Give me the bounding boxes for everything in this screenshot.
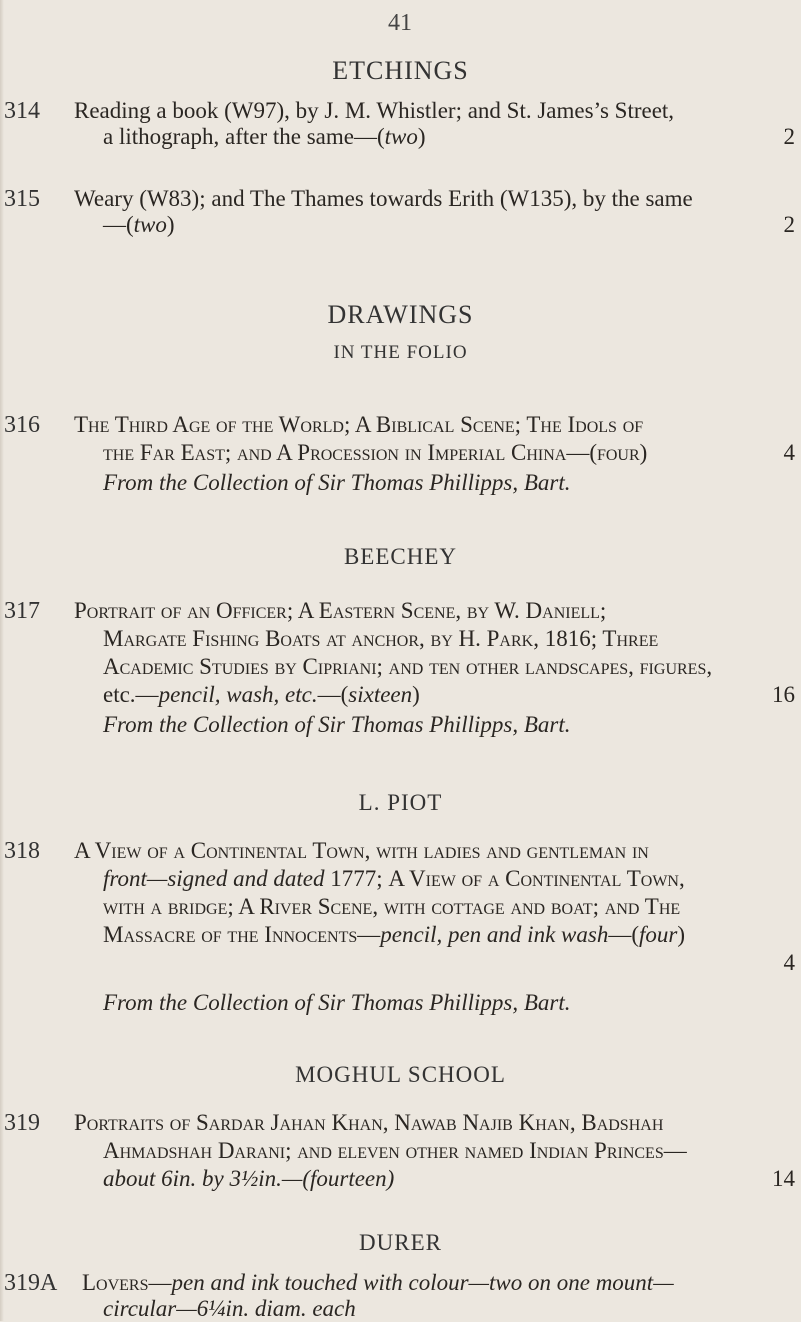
artist-heading: BEECHEY: [343, 544, 458, 569]
artist-heading: L. PIOT: [358, 790, 443, 815]
section-subheading: IN THE FOLIO: [333, 342, 468, 363]
lot-text-line: a lithograph, after the same—(two): [103, 124, 426, 149]
lot-text-line: Portraits of Sardar Jahan Khan, Nawab Najib Khan, Badshah: [74, 1110, 664, 1135]
lot-number: 316: [4, 412, 40, 438]
lot-quantity: 14: [772, 1166, 795, 1191]
lot-text-line: Reading a book (W97), by J. M. Whistler; and St. James’s Street,: [74, 98, 675, 123]
lot-text-line: Portrait of an Officer; A Eastern Scene, by W. Daniell;: [74, 598, 607, 623]
lot-text-line: etc.—pencil, wash, etc.—(sixteen): [103, 682, 420, 707]
lot-number: 315: [4, 186, 40, 212]
section-heading-school: MOGHUL SCHOOL: [295, 1062, 506, 1087]
provenance-note: From the Collection of Sir Thomas Phillipps, Bart.: [103, 712, 571, 737]
lot-number: 319A: [4, 1270, 58, 1296]
lot-text-line: Ahmadshah Darani; and eleven other named Indian Princes—: [103, 1138, 687, 1163]
lot-text-line: with a bridge; A River Scene, with cottage and boat; and The: [103, 894, 681, 919]
lot-text-line: Massacre of the Innocents—pencil, pen and ink wash—(four): [103, 922, 686, 947]
lot-text-line: Weary (W83); and The Thames towards Erith (W135), by the same: [74, 186, 693, 211]
lot-text-line: about 6in. by 3½in.—(fourteen): [103, 1166, 395, 1191]
lot-number: 317: [4, 598, 40, 624]
lot-text-line: Margate Fishing Boats at anchor, by H. Park, 1816; Three: [103, 626, 659, 651]
artist-heading: DURER: [359, 1230, 442, 1255]
lot-number: 319: [4, 1110, 40, 1136]
lot-text-line: front—signed and dated 1777; A View of a Continental Town,: [103, 866, 685, 891]
lot-text-line: —(two): [103, 212, 175, 237]
section-heading-drawings: DRAWINGS: [327, 300, 474, 329]
provenance-note: From the Collection of Sir Thomas Phillipps, Bart.: [103, 470, 571, 495]
lot-quantity: 4: [783, 440, 795, 465]
lot-quantity: 2: [783, 212, 795, 237]
lot-text-line: The Third Age of the World; A Biblical Scene; The Idols of: [74, 412, 644, 437]
provenance-note: From the Collection of Sir Thomas Phillipps, Bart.: [103, 990, 571, 1015]
lot-text-line: the Far East; and A Procession in Imperial China—(four): [103, 440, 648, 465]
page-number: 41: [388, 10, 412, 36]
lot-text-line: A View of a Continental Town, with ladies and gentleman in: [74, 838, 649, 863]
lot-quantity: 2: [783, 124, 795, 149]
lot-quantity: 4: [783, 950, 795, 975]
lot-number: 314: [4, 98, 40, 124]
lot-text-line: circular—6¼in. diam. each: [103, 1296, 356, 1321]
lot-text-line: Lovers—pen and ink touched with colour—two on one mount—: [82, 1270, 674, 1295]
lot-text-line: Academic Studies by Cipriani; and ten other landscapes, figures,: [103, 654, 713, 679]
section-heading-etchings: ETCHINGS: [332, 56, 469, 85]
lot-quantity: 16: [772, 682, 795, 707]
lot-number: 318: [4, 838, 40, 864]
